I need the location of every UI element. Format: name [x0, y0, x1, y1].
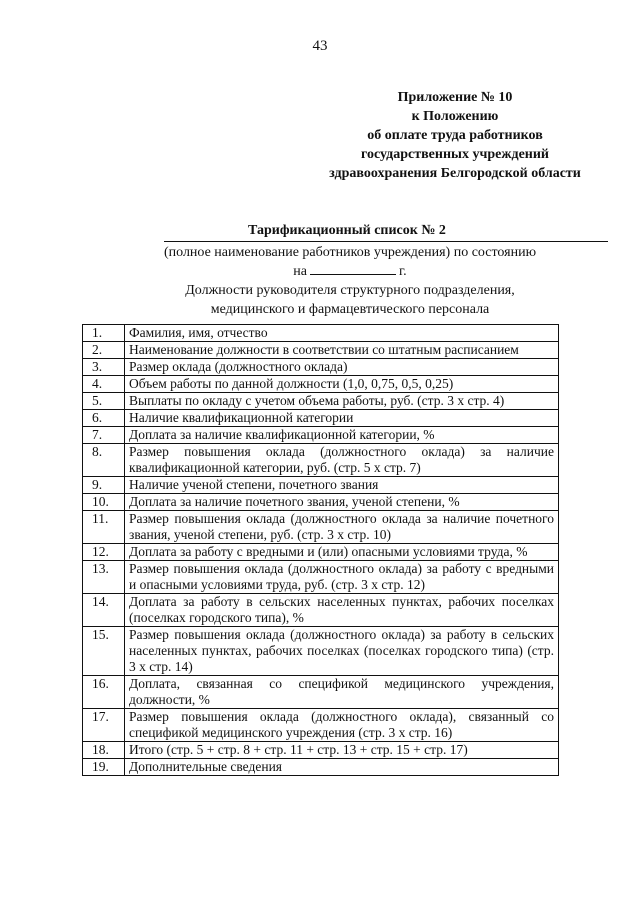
row-text: Объем работы по данной должности (1,0, 0,75, 0,5, 0,25)	[125, 376, 559, 393]
row-number: 8.	[83, 444, 125, 477]
appendix-line: к Положению	[411, 109, 499, 124]
table-row	[83, 410, 559, 427]
row-text: Фамилия, имя, отчество	[125, 325, 559, 342]
table-row	[83, 494, 559, 511]
row-text: Размер оклада (должностного оклада)	[125, 359, 559, 376]
subtitle-line: (полное наименование работников учреждения) по состоянию	[163, 245, 537, 260]
row-number: 12.	[83, 544, 125, 561]
table-row	[83, 359, 559, 376]
table-row	[83, 544, 559, 561]
row-text: Доплата за работу с вредными и (или) опасными условиями труда, %	[125, 544, 559, 561]
tariff-table-body	[83, 325, 559, 776]
row-number: 3.	[83, 359, 125, 376]
table-row	[83, 477, 559, 494]
table-row	[83, 742, 559, 759]
table-row	[83, 676, 559, 709]
row-number: 11.	[83, 511, 125, 544]
appendix-line: здравоохранения Белгородской области	[329, 166, 581, 181]
table-row	[83, 561, 559, 594]
row-number: 6.	[83, 410, 125, 427]
list-title-text: Тарификационный список № 2	[248, 223, 446, 238]
row-number: 16.	[83, 676, 125, 709]
row-number: 9.	[83, 477, 125, 494]
row-number: 13.	[83, 561, 125, 594]
table-row	[83, 393, 559, 410]
row-text: Размер повышения оклада (должностного оклада) за работу в сельских населенных пунктах, рабочих поселках (поселках городского типа) (стр. 3 х стр. 14)	[125, 627, 559, 676]
table-row	[83, 342, 559, 359]
row-number: 17.	[83, 709, 125, 742]
table-row	[83, 709, 559, 742]
row-text: Наличие ученой степени, почетного звания	[125, 477, 559, 494]
date-prefix: на	[293, 264, 308, 279]
table-row	[83, 325, 559, 342]
page-number: 43	[312, 38, 328, 54]
row-text: Доплата за наличие квалификационной категории, %	[125, 427, 559, 444]
table-row	[83, 511, 559, 544]
appendix-header	[300, 88, 610, 183]
tariff-table	[82, 324, 559, 776]
table-row	[83, 594, 559, 627]
row-text: Размер повышения оклада (должностного оклада за наличие почетного звания, ученой степени, руб. (стр. 3 х стр. 10)	[125, 511, 559, 544]
subtitle-line: Должности руководителя структурного подразделения,	[185, 283, 515, 298]
row-text: Выплаты по окладу с учетом объема работы, руб. (стр. 3 х стр. 4)	[125, 393, 559, 410]
table-row	[83, 444, 559, 477]
subtitle-line: медицинского и фармацевтического персонала	[210, 302, 490, 317]
row-text: Наличие квалификационной категории	[125, 410, 559, 427]
row-number: 18.	[83, 742, 125, 759]
row-text: Дополнительные сведения	[125, 759, 559, 776]
row-number: 14.	[83, 594, 125, 627]
row-text: Итого (стр. 5 + стр. 8 + стр. 11 + стр. 13 + стр. 15 + стр. 17)	[125, 742, 559, 759]
row-text: Доплата, связанная со спецификой медицинского учреждения, должности, %	[125, 676, 559, 709]
table-row	[83, 759, 559, 776]
date-blank-field[interactable]	[310, 262, 396, 275]
date-line	[60, 262, 640, 281]
appendix-line: об оплате труда работников	[367, 128, 543, 143]
row-text: Доплата за работу в сельских населенных пунктах, рабочих поселках (поселках городского типа), %	[125, 594, 559, 627]
appendix-line: Приложение № 10	[397, 90, 513, 105]
row-text: Размер повышения оклада (должностного оклада) за работу с вредными и опасными условиями труда, руб. (стр. 3 х стр. 12)	[125, 561, 559, 594]
row-text: Доплата за наличие почетного звания, ученой степени, %	[125, 494, 559, 511]
table-row	[83, 427, 559, 444]
appendix-line: государственных учреждений	[361, 147, 549, 162]
row-number: 4.	[83, 376, 125, 393]
row-number: 19.	[83, 759, 125, 776]
table-row	[83, 627, 559, 676]
row-number: 5.	[83, 393, 125, 410]
list-title	[164, 222, 608, 242]
date-suffix: г.	[399, 264, 407, 279]
table-row	[83, 376, 559, 393]
row-number: 7.	[83, 427, 125, 444]
subtitle	[60, 243, 640, 319]
row-number: 1.	[83, 325, 125, 342]
row-text: Размер повышения оклада (должностного оклада) за наличие квалификационной категории, руб. (стр. 5 х стр. 7)	[125, 444, 559, 477]
row-number: 2.	[83, 342, 125, 359]
row-number: 10.	[83, 494, 125, 511]
row-text: Наименование должности в соответствии со штатным расписанием	[125, 342, 559, 359]
row-text: Размер повышения оклада (должностного оклада), связанный со спецификой медицинского учреждения (стр. 3 х стр. 16)	[125, 709, 559, 742]
row-number: 15.	[83, 627, 125, 676]
